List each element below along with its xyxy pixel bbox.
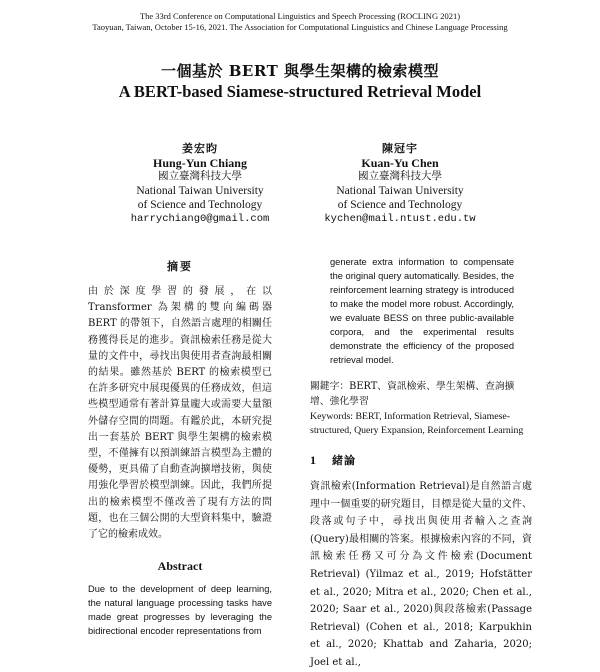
abstract-zh-text: 由於深度學習的發展，在以 Transformer 為架構的雙向編碼器 BERT 的帶領下，自然語言處理的相關任務獲得長足的進步。資訊檢索任務是從大量的文件中，尋找出與使用者查詢最相關的結果。雖然基於 BERT 的檢索模型已在許多研究中展現優異的任務成效，但這些模型通常有著計算量龐大或需要大量額外儲存空間的問題。有鑑於此，本研究提出一套基於 BERT 與學生架構的檢索模型，不僅擁有以預訓練語言模型為主體的優勢，更具備了自動查詢擴增技術，與使用強化學習於模型訓練。因此，我們所提出的檢索模型不僅改善了現有方法的問題，也在三個公開的大型資料集中，驗證了它的檢索成效。	[88, 286, 272, 541]
author-1-affiliation-en-2: of Science and Technology	[137, 199, 263, 211]
author-1-name-en: Hung-Yun Chiang	[153, 156, 247, 170]
keywords-en: Keywords: BERT, Information Retrieval, Siamese-structured, Query Expansion, Reinforcement Learning	[310, 411, 524, 436]
conference-line-2: Taoyuan, Taiwan, October 15-16, 2021. The Association for Computational Linguistics and Chinese Language Processing	[92, 22, 508, 32]
abstract-en-text-left: Due to the development of deep learning, the natural language processing tasks have made great progresses by leveraging the bidirectional encoder representations from	[88, 584, 272, 637]
conference-line-1: The 33rd Conference on Computational Linguistics and Speech Processing (ROCLING 2021)	[139, 11, 461, 21]
keywords-zh: 關鍵字：BERT、資訊檢索、學生架構、查詢擴增、強化學習	[310, 381, 515, 407]
author-2	[285, 142, 515, 226]
section-1-title: 緒論	[332, 454, 356, 467]
author-1-affiliation-zh: 國立臺灣科技大學	[158, 171, 242, 182]
left-column	[88, 255, 272, 638]
abstract-en-text-right: generate extra information to compensate the original query automatically. Besides, the reinforcement learning strategy is introduced to make the model more robust. Accordingly, we evaluate BESS on three public-available corpora, and the experimental results demonstrate the efficiency of the proposed retrieval model.	[330, 257, 514, 365]
author-1-name-zh: 姜宏昀	[182, 143, 218, 155]
author-1	[85, 142, 315, 226]
section-1-number: 1	[310, 453, 316, 467]
paper-title-zh: 一個基於 BERT 與學生架構的檢索模型	[161, 62, 439, 80]
author-2-affiliation-zh: 國立臺灣科技大學	[358, 171, 442, 182]
author-1-affiliation-en-1: National Taiwan University	[136, 185, 264, 197]
author-2-affiliation-en-1: National Taiwan University	[336, 185, 464, 197]
right-column	[310, 255, 532, 672]
author-2-affiliation-en-2: of Science and Technology	[337, 199, 463, 211]
paper-title-en: A BERT-based Siamese-structured Retrieval Model	[118, 82, 482, 101]
author-2-name-en: Kuan-Yu Chen	[361, 156, 439, 170]
abstract-zh-heading: 摘要	[167, 260, 193, 273]
author-2-email: kychen@mail.ntust.edu.tw	[324, 213, 476, 225]
abstract-en-heading: Abstract	[157, 559, 203, 574]
author-2-name-zh: 陳冠宇	[382, 143, 418, 155]
section-1-text: 資訊檢索(Information Retrieval)是自然語言處理中一個重要的研究題目，目標是從大量的文件、段落或句子中，尋找出與使用者輸入之查詢(Query)最相關的答案。根據檢索內容的不同，資訊檢索任務又可分為文件檢索(Document Retrieval) (Yilmaz et al., 2019; Hofstätter et al., 2020; Mitra et al., 2020; Chen et al., 2020; Saar et al., 2020)與段落檢索(Passage Retrieval) (Cohen et al., 2018; Karpukhin et al., 2020; Khattab and Zaharia, 2020; Joel et al.,	[310, 481, 532, 668]
section-1-heading	[310, 452, 532, 468]
conference-header	[0, 11, 600, 33]
author-1-email: harrychiang0@gmail.com	[130, 213, 270, 225]
